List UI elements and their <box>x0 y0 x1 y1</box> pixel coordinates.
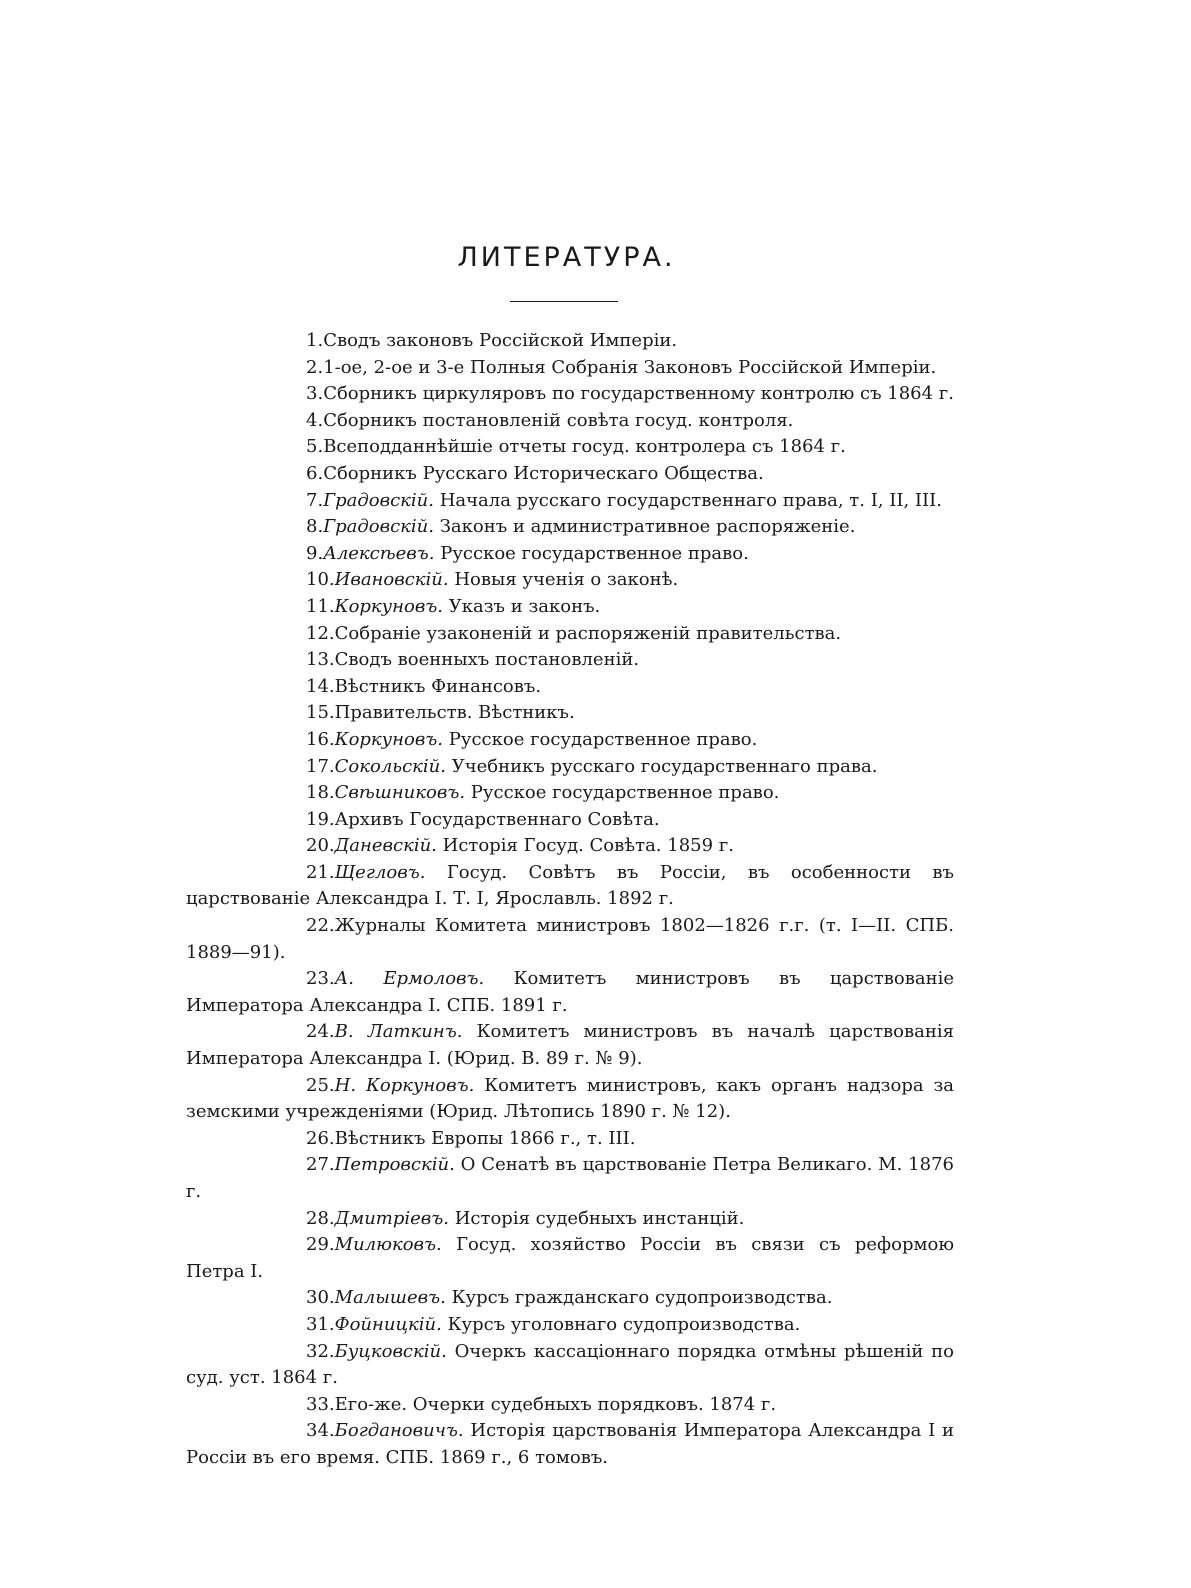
entry-number: 26. <box>306 1127 335 1149</box>
entry-number: 13. <box>306 649 335 671</box>
bibliography-entry <box>186 567 954 594</box>
entry-number: 2. <box>306 356 324 378</box>
title-rule <box>510 301 618 302</box>
bibliography-entry <box>186 754 954 781</box>
entry-number: 28. <box>306 1207 335 1229</box>
entry-number: 33. <box>306 1393 335 1415</box>
entry-number: 6. <box>306 462 324 484</box>
entry-number: 8. <box>306 516 324 538</box>
bibliography-entry <box>186 833 954 860</box>
entry-text: Сборникъ циркуляровъ по государственному контролю съ 1864 г. <box>323 383 954 405</box>
entry-number: 18. <box>306 782 335 804</box>
entry-author: В. Латкинъ. <box>334 1021 463 1043</box>
entry-text: Сборникъ постановленій совѣта госуд. контроля. <box>323 409 794 431</box>
entry-number: 25. <box>306 1074 335 1096</box>
bibliography-entry <box>186 381 954 408</box>
entry-number: 31. <box>306 1313 335 1335</box>
entry-text: Вѣстникъ Финансовъ. <box>334 675 542 697</box>
entry-number: 34. <box>306 1420 335 1442</box>
bibliography-entry <box>186 488 954 515</box>
entry-author: Щегловъ. <box>334 861 426 883</box>
entry-number: 14. <box>306 675 335 697</box>
entry-author: Сокольскій. <box>334 755 446 777</box>
entry-text: Сборникъ Русскаго Историческаго Общества. <box>323 462 764 484</box>
entry-text: Собраніе узаконеній и распоряженій правительства. <box>334 622 842 644</box>
entry-text: Курсъ гражданскаго судопроизводства. <box>451 1287 833 1309</box>
entry-author: Градовскій. <box>323 516 434 538</box>
page-title: ЛИТЕРАТУРА. <box>457 242 676 273</box>
entry-author: Коркуновъ. <box>334 728 444 750</box>
bibliography-entry <box>186 647 954 674</box>
entry-text: Очеркъ кассаціоннаго порядка отмѣны рѣшеній по суд. уст. 1864 г. <box>186 1340 954 1389</box>
entry-number: 29. <box>306 1234 335 1256</box>
bibliography-entry <box>186 700 954 727</box>
bibliography-entry <box>186 674 954 701</box>
entry-author: Малышевъ. <box>334 1287 446 1309</box>
entry-author: Градовскій. <box>323 489 434 511</box>
entry-number: 7. <box>306 489 324 511</box>
entry-number: 32. <box>306 1340 335 1362</box>
entry-number: 30. <box>306 1287 335 1309</box>
bibliography-entry <box>186 594 954 621</box>
bibliography-entry <box>186 860 954 913</box>
entry-number: 23. <box>306 968 335 990</box>
entry-text: Исторія царствованія Императора Александра I и Россіи въ его время. СПБ. 1869 г., 6 томовъ. <box>186 1420 954 1468</box>
entry-author: Коркуновъ. <box>334 595 444 617</box>
entry-text: Комитетъ министровъ, какъ органъ надзора за земскими учрежденіями (Юрид. Лѣтопись 1890 г. № 12). <box>186 1074 954 1123</box>
entry-author: Буцковскій. <box>334 1340 447 1362</box>
entry-text: Правительств. Вѣстникъ. <box>334 702 575 724</box>
entry-author: Богдановичъ. <box>334 1420 464 1442</box>
bibliography-entry <box>186 1152 954 1205</box>
entry-text: Русское государственное право. <box>470 782 780 804</box>
entry-text: Указъ и законъ. <box>448 595 601 617</box>
bibliography-entry <box>186 1285 954 1312</box>
entry-text: Сводъ законовъ Россійской Имперіи. <box>323 330 678 351</box>
bibliography-entry <box>186 913 954 966</box>
entry-number: 22. <box>306 915 335 937</box>
entry-author: Алексѣевъ. <box>323 542 435 564</box>
entry-author: Ивановскій. <box>334 569 449 591</box>
entry-text: Комитетъ министровъ въ царствованіе Императора Александра I. СПБ. 1891 г. <box>186 968 954 1016</box>
bibliography-entry <box>186 1392 954 1419</box>
entry-text: 1-ое, 2-ое и 3-е Полныя Собранія Законовъ Россійской Имперіи. <box>323 356 937 378</box>
bibliography-entry <box>186 1418 954 1471</box>
entry-number: 12. <box>306 622 335 644</box>
bibliography-entry <box>186 727 954 754</box>
bibliography-entry <box>186 1312 954 1339</box>
bibliography-entry <box>186 408 954 435</box>
entry-number: 21. <box>306 861 335 883</box>
entry-text: Его-же. Очерки судебныхъ порядковъ. 1874 г. <box>334 1393 777 1415</box>
entry-text: Госуд. хозяйство Россіи въ связи съ реформою Петра I. <box>186 1234 954 1282</box>
entry-text: Русское государственное право. <box>440 542 749 564</box>
entry-number: 5. <box>306 436 324 458</box>
entry-text: Сводъ военныхъ постановленій. <box>334 649 640 671</box>
entry-text: Вѣстникъ Европы 1866 г., т. III. <box>334 1127 636 1149</box>
entry-text: Начала русскаго государственнаго права, т. I, II, III. <box>439 489 942 511</box>
entry-number: 15. <box>306 702 335 724</box>
bibliography-entry <box>186 1339 954 1392</box>
entry-number: 17. <box>306 755 335 777</box>
bibliography-entry <box>186 514 954 541</box>
bibliography-entry <box>186 807 954 834</box>
entry-author: Н. Коркуновъ. <box>334 1074 475 1096</box>
bibliography-entry <box>186 966 954 1019</box>
bibliography-entry <box>186 1073 954 1126</box>
entry-number: 20. <box>306 835 335 857</box>
entry-text: Новыя ученія о законѣ. <box>454 569 679 591</box>
bibliography-entry <box>186 434 954 461</box>
entry-text: Курсъ уголовнаго судопроизводства. <box>447 1313 801 1335</box>
entry-author: Дмитріевъ. <box>334 1207 449 1229</box>
entry-author: Петровскій. <box>334 1154 455 1176</box>
entry-number: 1. <box>306 330 324 351</box>
entry-author: А. Ермоловъ. <box>334 968 485 990</box>
bibliography-entry <box>186 621 954 648</box>
entry-text: Госуд. Совѣтъ въ Россіи, въ особенности въ царствованіе Александра I. Т. I, Ярославль. 1892 г. <box>186 861 954 910</box>
bibliography-entry <box>186 1019 954 1072</box>
entry-text: Законъ и административное распоряженіе. <box>439 516 856 538</box>
entry-text: Учебникъ русскаго государственнаго права. <box>451 755 878 777</box>
bibliography-entry <box>186 328 954 355</box>
entry-author: Свѣшниковъ. <box>334 782 466 804</box>
entry-number: 19. <box>306 808 335 830</box>
entry-text: Русское государственное право. <box>448 728 758 750</box>
entry-number: 11. <box>306 595 335 617</box>
entry-text: Комитетъ министровъ въ началѣ царствованія Императора Александра I. (Юрид. В. 89 г. № 9). <box>186 1021 954 1070</box>
bibliography-entry <box>186 1206 954 1233</box>
bibliography-entry <box>186 1126 954 1153</box>
entry-text: Исторія Госуд. Совѣта. 1859 г. <box>442 835 734 857</box>
bibliography-list <box>186 328 954 1472</box>
entry-number: 10. <box>306 569 335 591</box>
entry-text: Архивъ Государственнаго Совѣта. <box>334 808 660 830</box>
entry-text: Журналы Комитета министровъ 1802—1826 г.г. (т. I—II. СПБ. 1889—91). <box>186 915 954 963</box>
entry-number: 4. <box>306 409 324 431</box>
entry-number: 24. <box>306 1021 335 1043</box>
entry-number: 27. <box>306 1154 335 1176</box>
bibliography-entry <box>186 461 954 488</box>
entry-text: Исторія судебныхъ инстанцій. <box>454 1207 745 1229</box>
bibliography-entry <box>186 355 954 382</box>
entry-author: Фойницкій. <box>334 1313 442 1335</box>
entry-author: Даневскій. <box>334 835 437 857</box>
entry-text: Всеподданнѣйшіе отчеты госуд. контролера съ 1864 г. <box>323 436 846 458</box>
entry-author: Милюковъ. <box>334 1234 442 1256</box>
bibliography-entry <box>186 1232 954 1285</box>
entry-text: О Сенатѣ въ царствованіе Петра Великаго. М. 1876 г. <box>186 1154 954 1202</box>
bibliography-entry <box>186 541 954 568</box>
entry-number: 16. <box>306 728 335 750</box>
bibliography-entry <box>186 780 954 807</box>
entry-number: 9. <box>306 542 324 564</box>
entry-number: 3. <box>306 383 324 405</box>
